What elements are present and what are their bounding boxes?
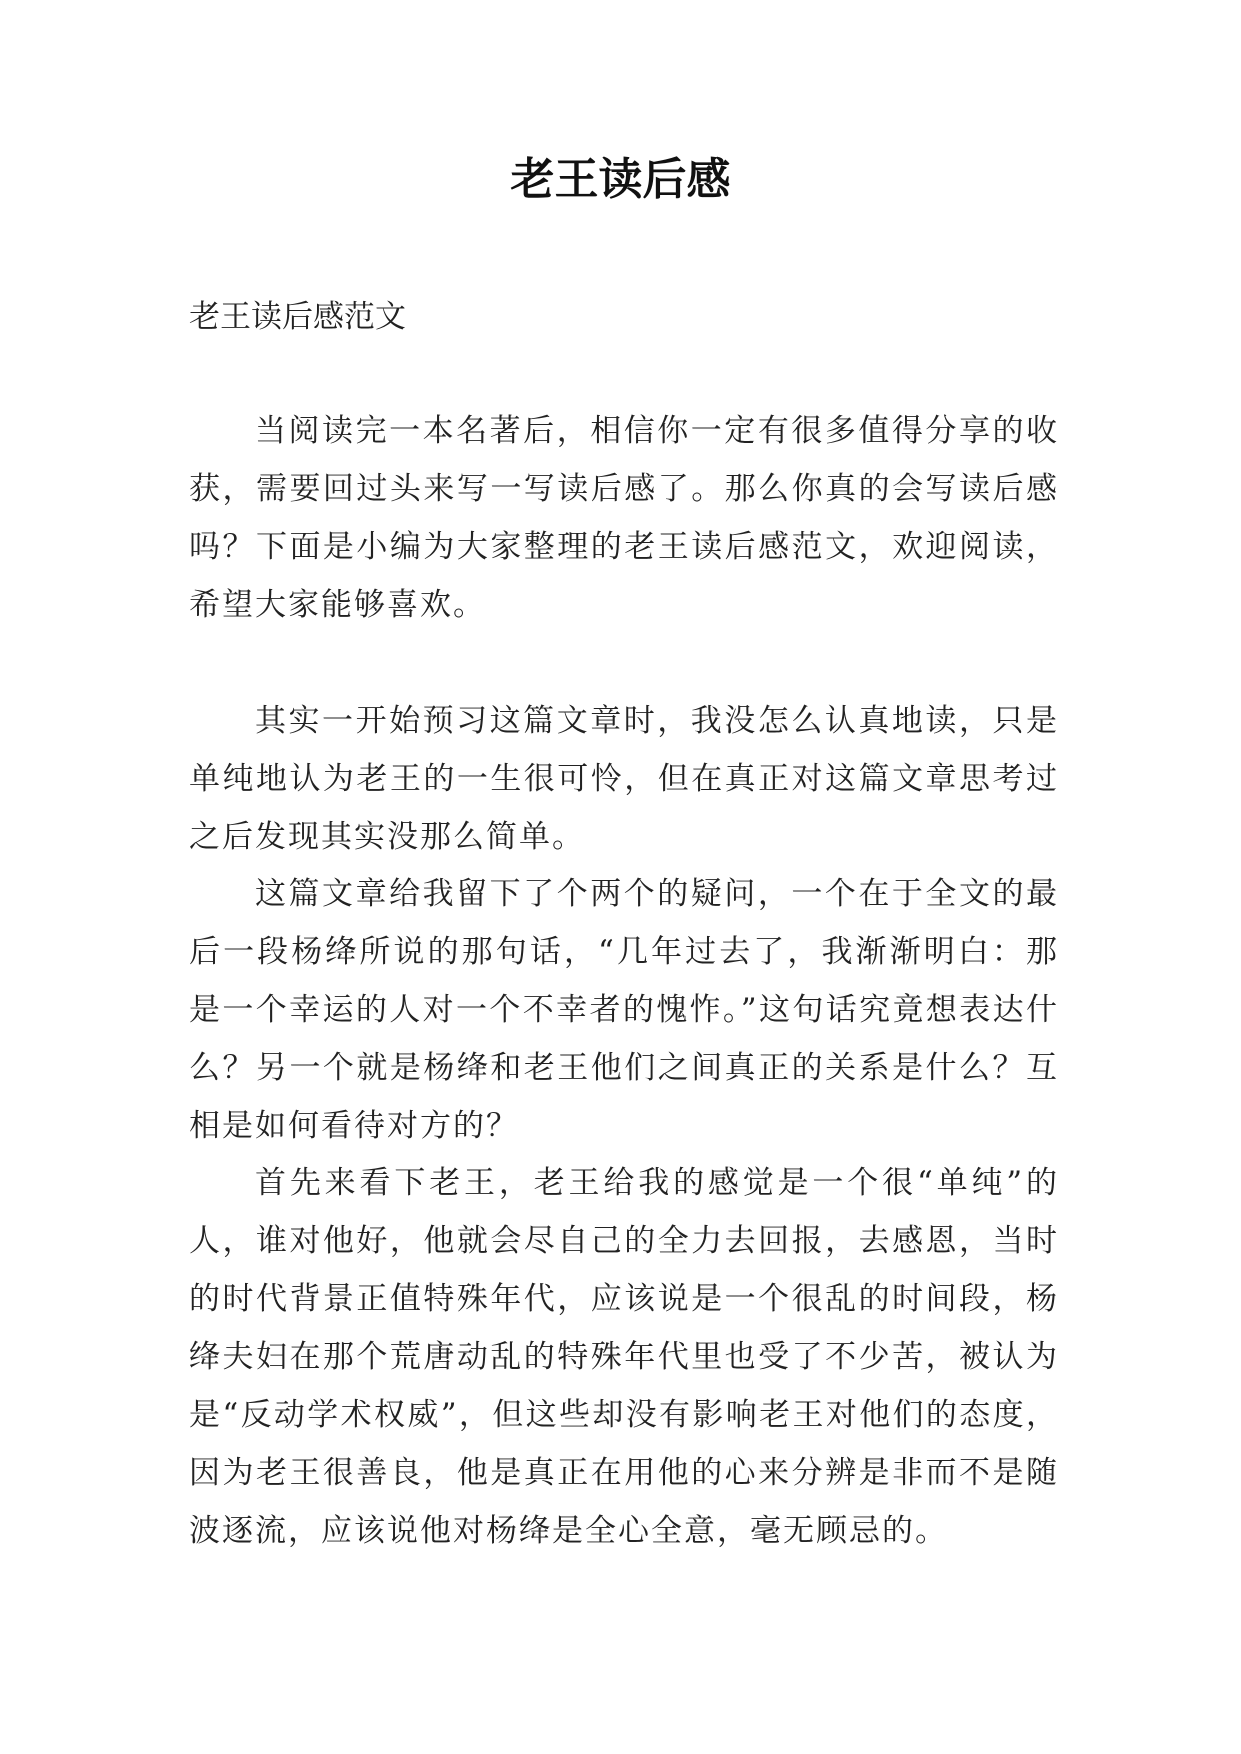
paragraph-laowang-character: 首先来看下老王，老王给我的感觉是一个很“单纯”的人，谁对他好，他就会尽自己的全力去回报，去感恩，当时的时代背景正值特殊年代，应该说是一个很乱的时间段，杨绛夫妇在那个荒唐动乱的特殊年代里也受了不少苦，被认为是“反动学术权威”，但这些却没有影响老王对他们的态度，因为老王很善良，他是真正在用他的心来分辨是非而不是随波逐流，应该说他对杨绛是全心全意，毫无顾忌的。 bbox=[189, 1165, 1059, 1549]
paragraph-questions: 这篇文章给我留下了个两个的疑问，一个在于全文的最后一段杨绛所说的那句话，“几年过去了，我渐渐明白：那是一个幸运的人对一个不幸者的愧怍。”这句话究竟想表达什么？另一个就是杨绛和老王他们之间真正的关系是什么？互相是如何看待对方的？ bbox=[189, 876, 1059, 1144]
document-title: 老王读后感 bbox=[510, 154, 731, 205]
paragraph-first-impression: 其实一开始预习这篇文章时，我没怎么认真地读，只是单纯地认为老王的一生很可怜，但在真正对这篇文章思考过之后发现其实没那么简单。 bbox=[189, 703, 1059, 855]
paragraph-intro: 当阅读完一本名著后，相信你一定有很多值得分享的收获，需要回过头来写一写读后感了。那么你真的会写读后感吗？下面是小编为大家整理的老王读后感范文，欢迎阅读，希望大家能够喜欢。 bbox=[189, 413, 1059, 623]
document-subtitle: 老王读后感范文 bbox=[189, 299, 406, 335]
